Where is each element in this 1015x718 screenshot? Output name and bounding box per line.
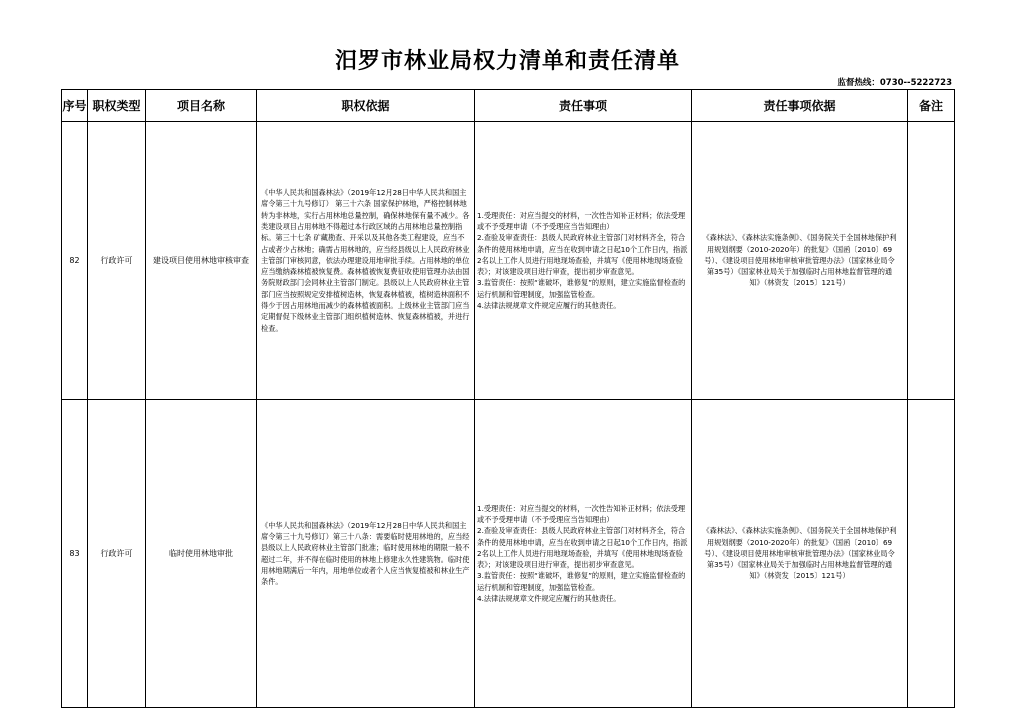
table-row xyxy=(62,400,955,708)
row-no: 82 xyxy=(62,122,88,400)
header-name: 项目名称 xyxy=(146,90,257,122)
header-responsibility-basis: 责任事项依据 xyxy=(692,90,908,122)
row-type: 行政许可 xyxy=(88,122,146,400)
resp-item: 3.监管责任：按照“谁破坏，谁修复”的原则，建立实施监督检查的运行机制和管理制度，加强监管检查。 xyxy=(477,278,686,299)
row-note xyxy=(908,122,955,400)
resp-item: 2.查验及审查责任：县级人民政府林业主管部门对材料齐全，符合条件的使用林地申请，应当在收到申请之日起10个工作日内，指派2名以上工作人员进行用地现场查验，并填写《使用林地现场查验表》；对该建设项目进行审查，提出初步审查意见。 xyxy=(477,526,688,570)
resp-item: 3.监管责任：按照“谁破坏，谁修复”的原则，建立实施监督检查的运行机制和管理制度，加强监管检查。 xyxy=(477,571,686,592)
hotline: 监督热线：0730--5222723 xyxy=(837,78,952,88)
row-responsibility xyxy=(475,400,692,708)
row-basis: 《中华人民共和国森林法》（2019年12月28日中华人民共和国主席令第三十九号修订）第三十八条：需要临时使用林地的，应当经县级以上人民政府林业主管部门批准；临时使用林地的期限一般不超过二年，并不得在临时使用的林地上修建永久性建筑物。临时使用林地期满后一年内，用地单位或者个人应当恢复植被和林业生产条件。 xyxy=(257,400,475,708)
resp-item: 1.受理责任：对应当提交的材料，一次性告知补正材料；依法受理或不予受理申请（不予受理应当告知理由） xyxy=(477,210,686,231)
row-basis: 《中华人民共和国森林法》（2019年12月28日中华人民共和国主席令第三十九号修订） 第三十六条 国家保护林地，严格控制林地转为非林地，实行占用林地总量控制，确保林地保有量不减少。各类建设项目占用林地不得超过本行政区域的占用林地总量控制指标。第三十七条 矿藏勘查、开采以及其他各类工程建设，应当不占或者少占林地；确需占用林地的，应当经县级以上人民政府林业主管部门审核同意，依法办理建设用地审批手续。占用林地的单位应当缴纳森林植被恢复费。森林植被恢复费征收使用管理办法由国务院财政部门会同林业主管部门制定。县级以上人民政府林业主管部门应当按照规定安排植树造林，恢复森林植被，植树造林面积不得少于因占用林地而减少的森林植被面积。上级林业主管部门应当定期督促下级林业主管部门组织植树造林、恢复森林植被，并进行检查。 xyxy=(257,122,475,400)
header-no: 序号 xyxy=(62,90,88,122)
row-responsibility-basis: 《森林法》、《森林法实施条例》、《国务院关于全国林地保护利用规划纲要（2010-2020年）的批复》（国函〔2010〕69号）、《建设项目使用林地审核审批管理办法》（国家林业局令第35号）《国家林业局关于加强临时占用林地监督管理的通知》（林资发〔2015〕121号） xyxy=(692,122,908,400)
row-name: 建设项目使用林地审核审查 xyxy=(146,122,257,400)
header-basis: 职权依据 xyxy=(257,90,475,122)
row-name: 临时使用林地审批 xyxy=(146,400,257,708)
responsibility-table xyxy=(61,89,955,708)
row-responsibility-basis: 《森林法》、《森林法实施条例》、《国务院关于全国林地保护利用规划纲要（2010-2020年）的批复》（国函〔2010〕69号）、《建设项目使用林地审核审批管理办法》（国家林业局令第35号）《国家林业局关于加强临时占用林地监督管理的通知》（林资发〔2015〕121号） xyxy=(692,400,908,708)
row-note xyxy=(908,400,955,708)
resp-item: 2.查验及审查责任：县级人民政府林业主管部门对材料齐全，符合条件的使用林地申请，应当在收到申请之日起10个工作日内，指派2名以上工作人员进行用地现场查验，并填写《使用林地现场查验表》；对该建设项目进行审查，提出初步审查意见。 xyxy=(477,233,688,277)
row-type: 行政许可 xyxy=(88,400,146,708)
table-row xyxy=(62,122,955,400)
row-responsibility xyxy=(475,122,692,400)
header-note: 备注 xyxy=(908,90,955,122)
header-type: 职权类型 xyxy=(88,90,146,122)
resp-item: 4.法律法规规章文件规定应履行的其他责任。 xyxy=(477,594,621,604)
resp-item: 1.受理责任：对应当提交的材料，一次性告知补正材料；依法受理或不予受理申请（不予受理应当告知理由） xyxy=(477,503,686,524)
page-title: 汨罗市林业局权力清单和责任清单 xyxy=(334,49,680,74)
resp-item: 4.法律法规规章文件规定应履行的其他责任。 xyxy=(477,301,621,311)
header-row xyxy=(62,90,955,122)
row-no: 83 xyxy=(62,400,88,708)
header-responsibility: 责任事项 xyxy=(475,90,692,122)
